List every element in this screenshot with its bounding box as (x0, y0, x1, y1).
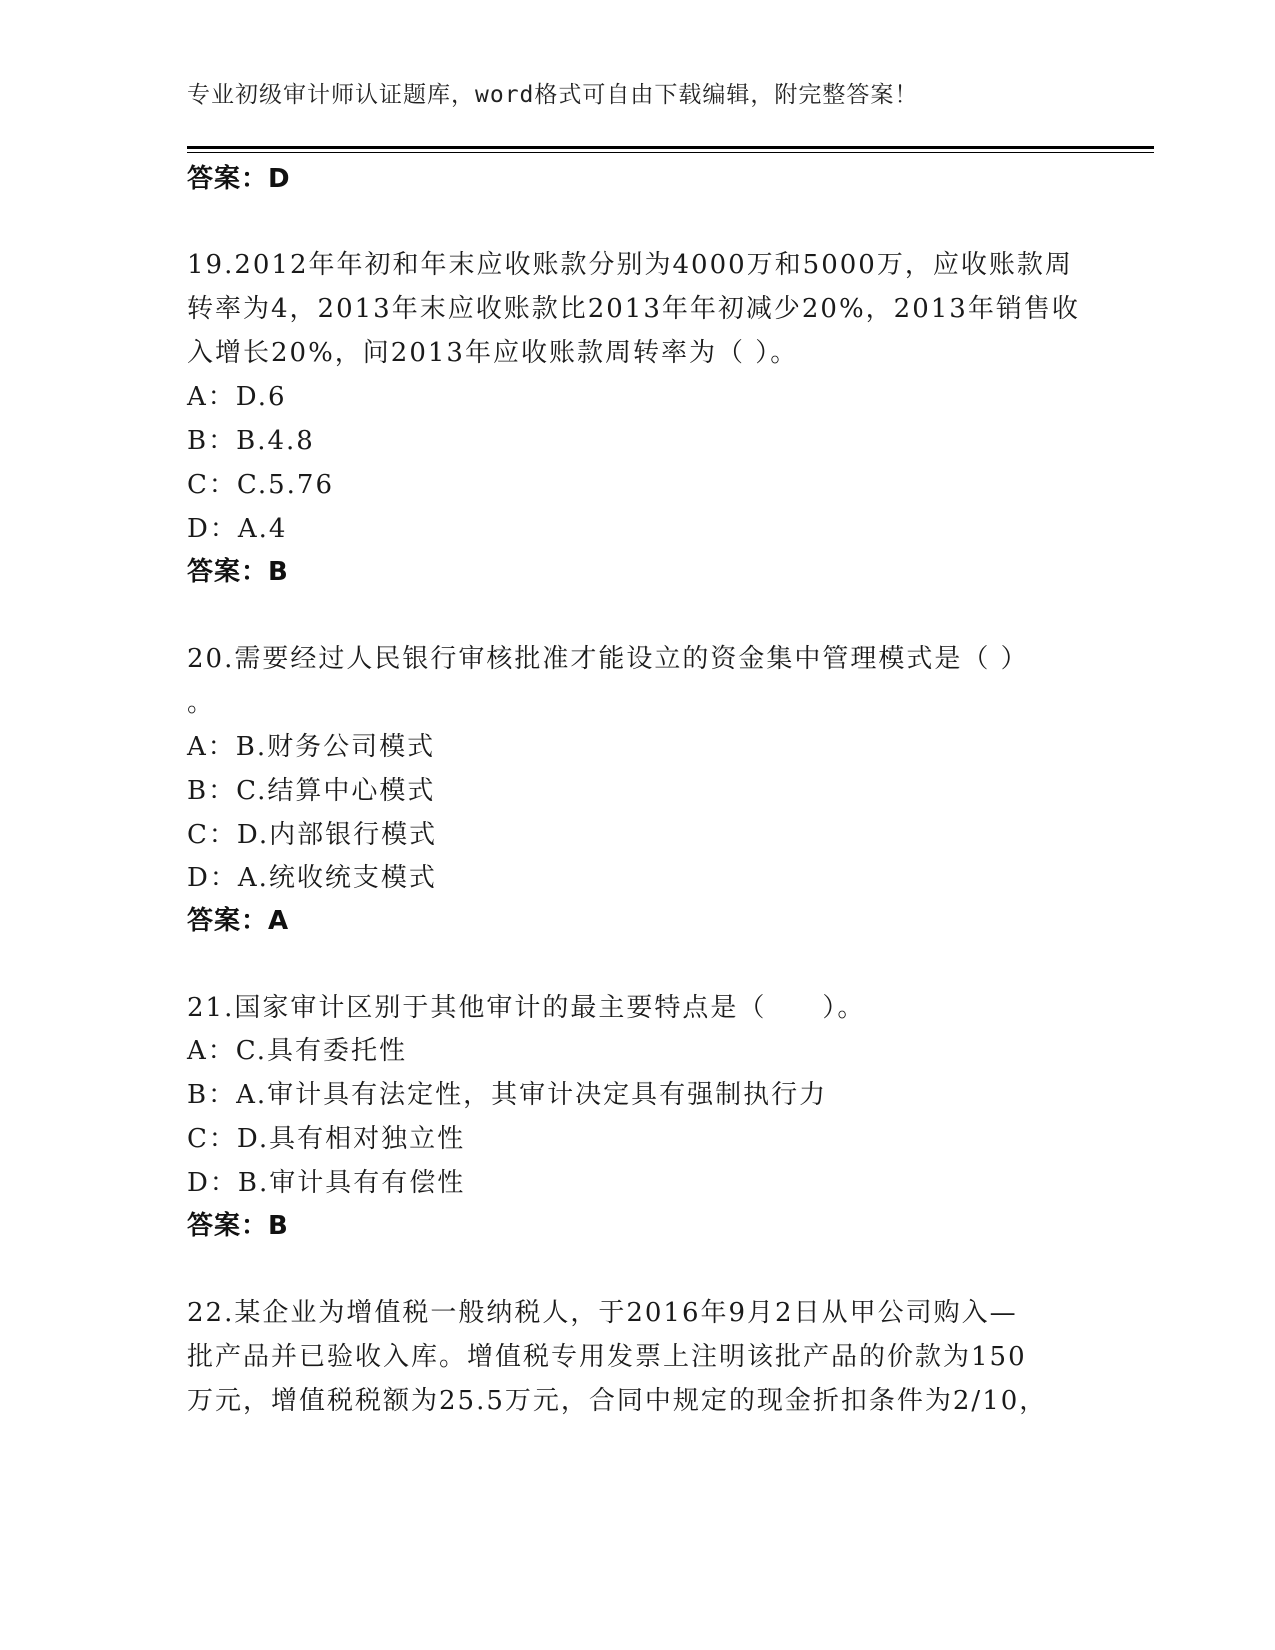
header-rule-thick (187, 146, 1154, 149)
option-a: A：B.财务公司模式 (187, 732, 436, 762)
question-stem-line: 21.国家审计区别于其他审计的最主要特点是（ ）。 (187, 993, 866, 1023)
option-c: C：D.具有相对独立性 (187, 1124, 466, 1154)
header-rule-thin (187, 152, 1154, 153)
option-b: B：B.4.8 (187, 426, 315, 456)
option-d: D：A.统收统支模式 (187, 863, 437, 893)
question-stem-line: 万元，增值税税额为25.5万元，合同中规定的现金折扣条件为2/10， (187, 1386, 1048, 1416)
option-a: A：C.具有委托性 (187, 1036, 408, 1066)
question-stem-line: 批产品并已验收入库。增值税专用发票上注明该批产品的价款为150 (187, 1342, 1027, 1372)
question-stem-line: 19.2012年年初和年末应收账款分别为4000万和5000万，应收账款周 (187, 250, 1073, 280)
question-stem-line: 22.某企业为增值税一般纳税人，于2016年9月2日从甲公司购入— (187, 1298, 1018, 1328)
answer: 答案：B (187, 1211, 289, 1241)
answer: 答案：B (187, 557, 289, 587)
option-a: A：D.6 (187, 382, 287, 412)
option-b: B：A.审计具有法定性，其审计决定具有强制执行力 (187, 1080, 828, 1110)
question-stem-line: 。 (187, 688, 216, 718)
option-b: B：C.结算中心模式 (187, 776, 436, 806)
answer: 答案：A (187, 906, 290, 936)
option-c: C：C.5.76 (187, 470, 335, 500)
previous-answer: 答案：D (187, 164, 291, 194)
option-c: C：D.内部银行模式 (187, 820, 438, 850)
option-d: D：A.4 (187, 514, 288, 544)
option-d: D：B.审计具有有偿性 (187, 1168, 466, 1198)
question-stem-line: 20.需要经过人民银行审核批准才能设立的资金集中管理模式是（ ） (187, 644, 1029, 674)
page-header: 专业初级审计师认证题库，word格式可自由下载编辑，附完整答案！ (187, 82, 919, 108)
question-stem-line: 转率为4，2013年末应收账款比2013年年初减少20%，2013年销售收 (187, 294, 1080, 324)
question-stem-line: 入增长20%，问2013年应收账款周转率为（ ）。 (187, 338, 799, 368)
